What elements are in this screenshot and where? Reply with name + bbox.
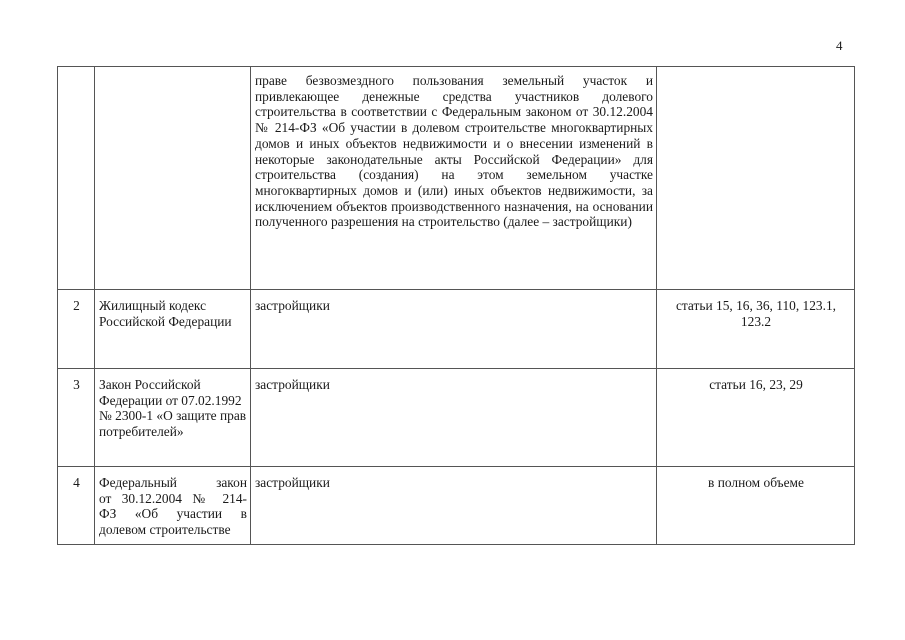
addressees-cell: [251, 67, 657, 290]
table-row: [58, 67, 855, 290]
act-name-line: от 30.12.2004 № 214-: [99, 490, 247, 506]
articles-cell: статьи 15, 16, 36, 110, 123.1, 123.2: [657, 290, 855, 369]
table-row: [58, 290, 855, 369]
row-number-cell: [58, 67, 95, 290]
act-name-cell: [95, 67, 251, 290]
addressees-cell: застройщики: [251, 369, 657, 467]
table-row: [58, 369, 855, 467]
act-name-line: ФЗ «Об участии в: [99, 506, 247, 522]
row-number-cell: 3: [58, 369, 95, 467]
requirements-table: [57, 66, 855, 545]
act-name-line: Федеральный закон: [99, 475, 247, 490]
articles-cell: в полном объеме: [657, 467, 855, 545]
addressees-cell: застройщики: [251, 290, 657, 369]
addressees-text: праве безвозмездного пользования земельный участок и привлекающее денежные средства участников долевого строительства в соответствии с Федеральным законом от 30.12.2004 № 214-ФЗ «Об участии в долевом строительстве многоквартирных домов и иных объектов недвижимости и о внесении изменений в некоторые законодательные акты Российской Федерации» для строительства (создания) на этом земельном участке многоквартирных домов и (или) иных объектов недвижимости, за исключением объектов производственного назначения, на основании полученного разрешения на строительство (далее – застройщики): [255, 73, 653, 230]
act-name-cell: Закон Российской Федерации от 07.02.1992 № 2300-1 «О защите прав потребителей»: [95, 369, 251, 467]
row-number-cell: 4: [58, 467, 95, 545]
table-row: [58, 467, 855, 545]
act-name-line: долевом строительстве: [99, 522, 231, 538]
addressees-cell: застройщики: [251, 467, 657, 545]
act-name-cell: Жилищный кодекс Российской Федерации: [95, 290, 251, 369]
articles-cell: [657, 67, 855, 290]
act-name-cell: [95, 467, 251, 545]
row-number-cell: 2: [58, 290, 95, 369]
page-number: 4: [836, 38, 843, 53]
articles-cell: статьи 16, 23, 29: [657, 369, 855, 467]
